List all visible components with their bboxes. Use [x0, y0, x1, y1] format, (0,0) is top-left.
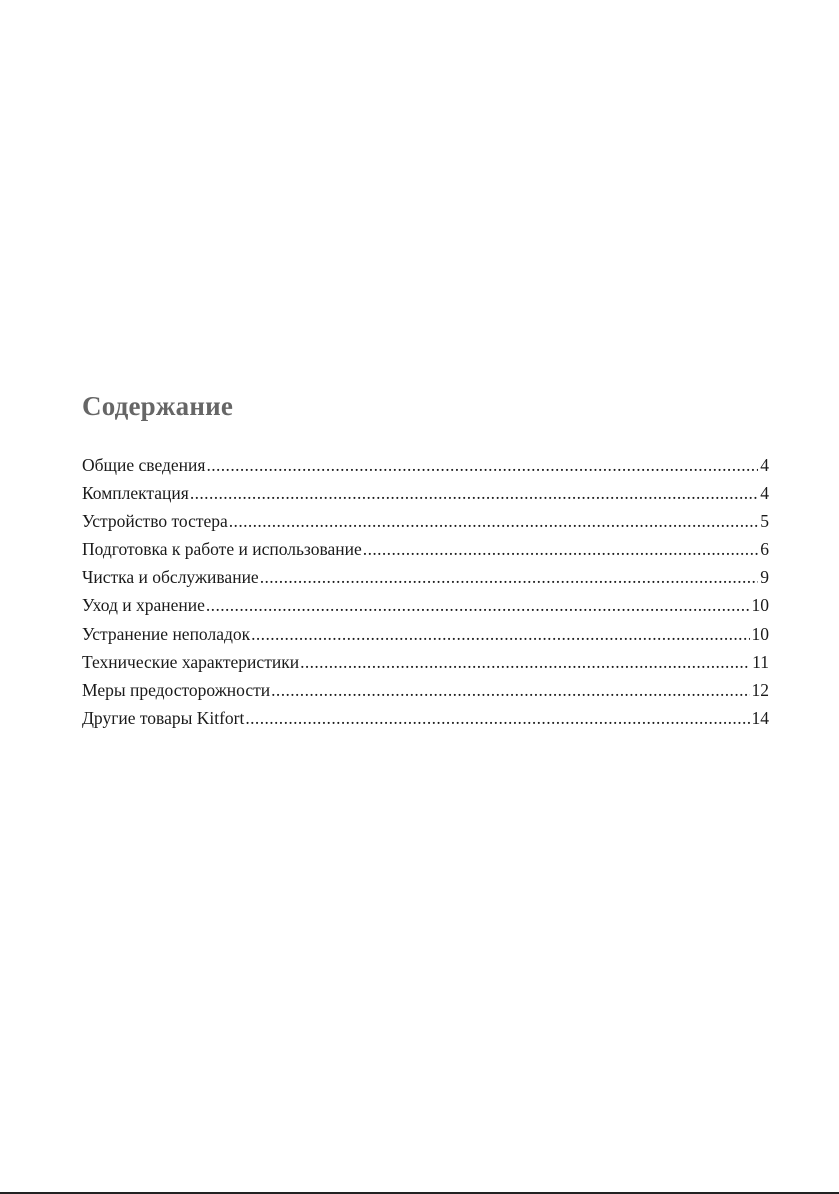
toc-entry[interactable]: [82, 535, 769, 563]
toc-leader-dots: [260, 563, 759, 591]
toc-entry[interactable]: [82, 648, 769, 676]
toc-entry[interactable]: [82, 451, 769, 479]
toc-leader-dots: [363, 535, 758, 563]
toc-entry-page: 10: [751, 623, 769, 644]
toc-entry[interactable]: [82, 479, 769, 507]
toc-entry-label: Другие товары Kitfort: [82, 707, 245, 728]
toc-entry-label: Меры предосторожности: [82, 679, 271, 700]
toc-entry-page: 11: [752, 651, 769, 672]
toc-entry-label: Уход и хранение: [82, 595, 205, 616]
toc-entry-page: 12: [751, 679, 769, 700]
toc-entry-label: Комплектация: [82, 483, 189, 504]
toc-entry-page: 14: [751, 707, 769, 728]
toc-entry-page: 5: [760, 511, 769, 532]
toc-entry[interactable]: [82, 676, 769, 704]
toc-entry[interactable]: [82, 563, 769, 591]
toc-leader-dots: [300, 648, 750, 676]
toc-entry[interactable]: [82, 591, 769, 619]
toc-entry-page: 4: [760, 455, 769, 475]
toc-entry-label: Устранение неполадок: [82, 623, 251, 644]
toc-leader-dots: [206, 451, 758, 479]
toc-entry[interactable]: [82, 507, 769, 535]
toc-leader-dots: [190, 479, 758, 507]
toc-leader-dots: [251, 620, 749, 648]
toc-title: Содержание: [82, 391, 234, 421]
toc-entry-page: 4: [760, 483, 769, 504]
toc-entry[interactable]: [82, 704, 769, 732]
toc-entry-label: Подготовка к работе и использование: [82, 539, 362, 560]
toc-entry-page: 10: [751, 595, 769, 616]
toc-leader-dots: [206, 591, 750, 619]
toc-entry-label: Устройство тостера: [82, 511, 228, 532]
toc-entry-page: 9: [760, 567, 769, 588]
toc-entry-label: Чистка и обслуживание: [82, 567, 259, 588]
toc-entry[interactable]: [82, 620, 769, 648]
toc-leader-dots: [229, 507, 758, 535]
toc-entry-label: Общие сведения: [82, 455, 206, 475]
toc-list: [82, 451, 769, 732]
toc-entry-page: 6: [760, 539, 769, 560]
toc-leader-dots: [271, 676, 749, 704]
toc-leader-dots: [245, 704, 749, 732]
toc-entry-label: Технические характеристики: [82, 651, 300, 672]
